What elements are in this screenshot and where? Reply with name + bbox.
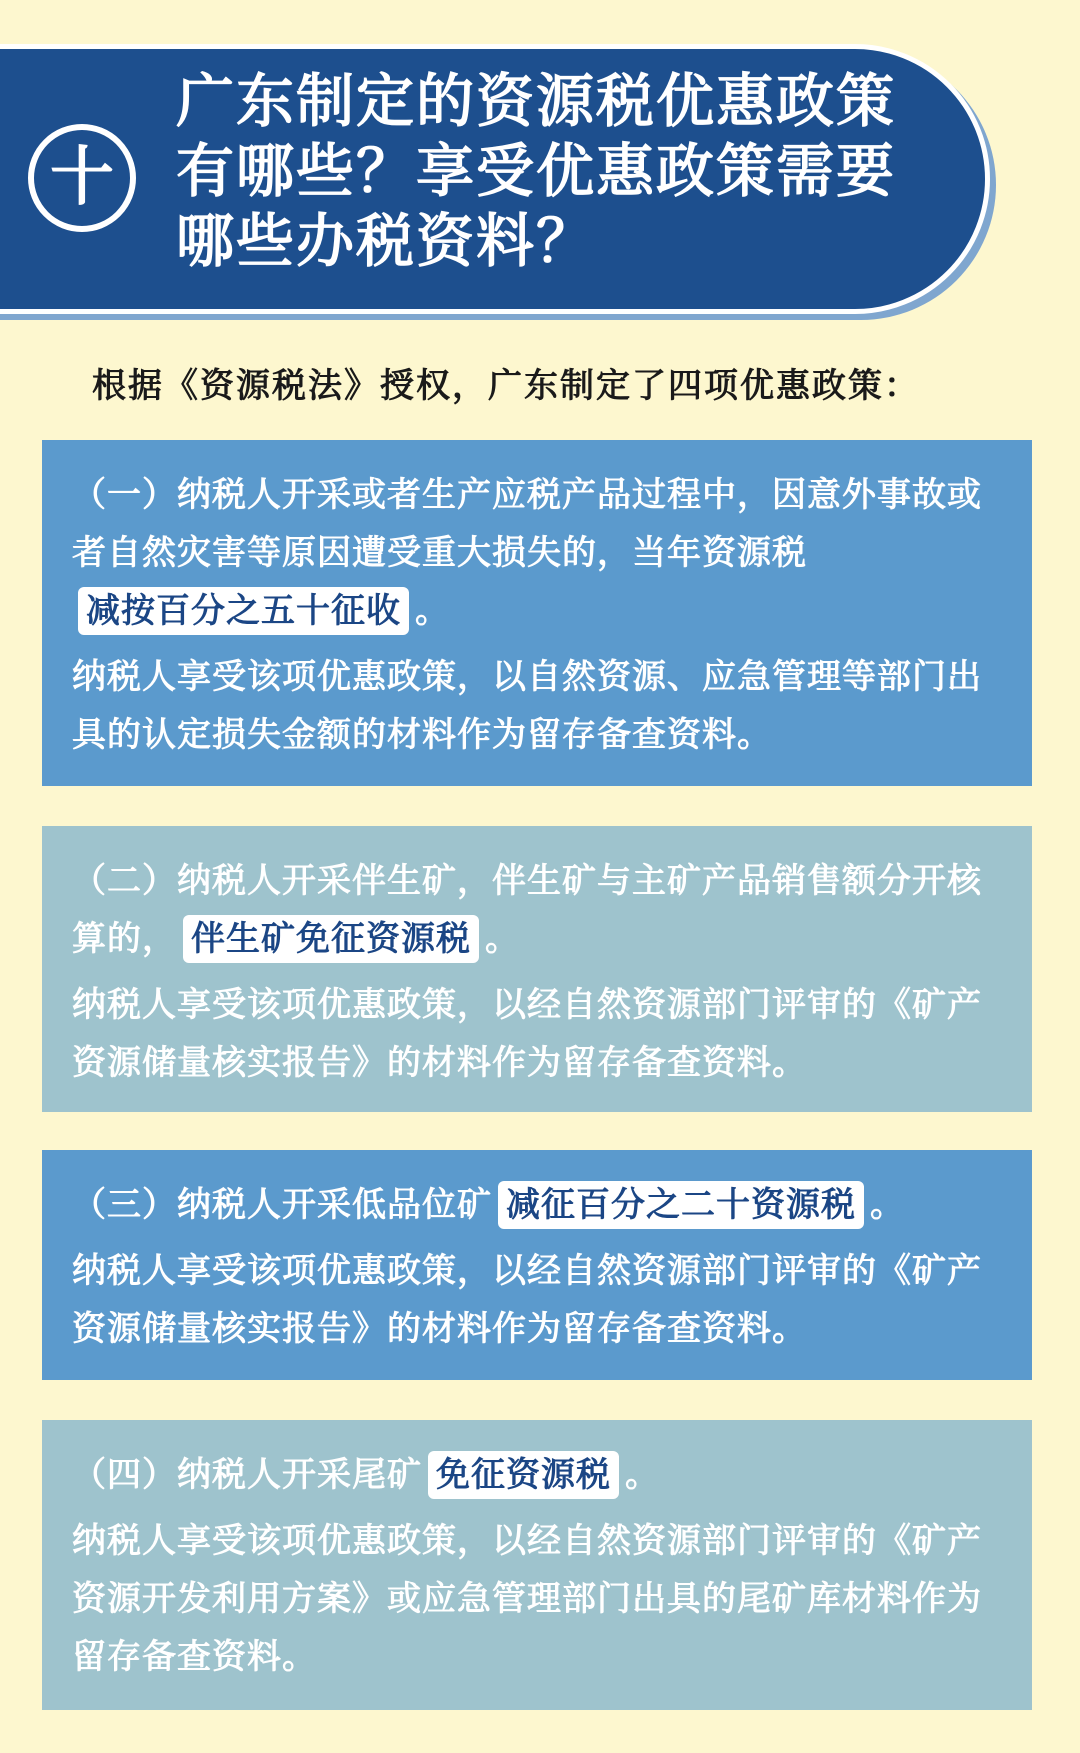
policy-card-1 [42,440,1032,786]
policy-highlight: 伴生矿免征资源税 [183,915,479,963]
policy-end: 。 [870,1185,905,1225]
title-line-3: 哪些办税资料？ [176,207,597,275]
policy-text [72,466,1002,640]
title-line-2: 有哪些？享受优惠政策需要 [176,137,897,205]
policy-lead: （一）纳税人开采或者生产应税产品过程中，因意外事故或者自然灾害等原因遭受重大损失的，当年资源税 [72,475,982,573]
policy-card-3 [42,1150,1032,1380]
policy-highlight: 免征资源税 [428,1451,619,1499]
page-title [176,66,896,276]
policy-card-4 [42,1420,1032,1710]
policy-lead: （二）纳税人开采伴生矿，伴生矿与主矿产品销售额分开核算的， [72,861,982,959]
policy-highlight: 减征百分之二十资源税 [498,1181,864,1229]
policy-note: 纳税人享受该项优惠政策，以经自然资源部门评审的《矿产资源储量核实报告》的材料作为留存备查资料。 [72,1251,982,1349]
policy-text [72,852,1002,968]
policy-highlight: 减按百分之五十征收 [78,587,409,635]
policy-text [72,1446,1002,1504]
policy-text [72,1176,1002,1234]
badge-number: 十 [50,141,114,215]
section-number-badge [28,124,136,232]
title-line-1: 广东制定的资源税优惠政策 [176,67,897,135]
policy-note: 纳税人享受该项优惠政策，以经自然资源部门评审的《矿产资源储量核实报告》的材料作为留存备查资料。 [72,985,982,1083]
policy-card-2 [42,826,1032,1112]
policy-lead: （四）纳税人开采尾矿 [72,1455,422,1495]
policy-note: 纳税人享受该项优惠政策，以经自然资源部门评审的《矿产资源开发利用方案》或应急管理部门出具的尾矿库材料作为留存备查资料。 [72,1521,982,1677]
policy-note: 纳税人享受该项优惠政策，以自然资源、应急管理等部门出具的认定损失金额的材料作为留存备查资料。 [72,657,982,755]
policy-end: 。 [485,919,520,959]
intro-text: 根据《资源税法》授权，广东制定了四项优惠政策： [92,366,920,406]
policy-end: 。 [625,1455,660,1495]
policy-end: 。 [415,591,450,631]
policy-lead: （三）纳税人开采低品位矿 [72,1185,492,1225]
